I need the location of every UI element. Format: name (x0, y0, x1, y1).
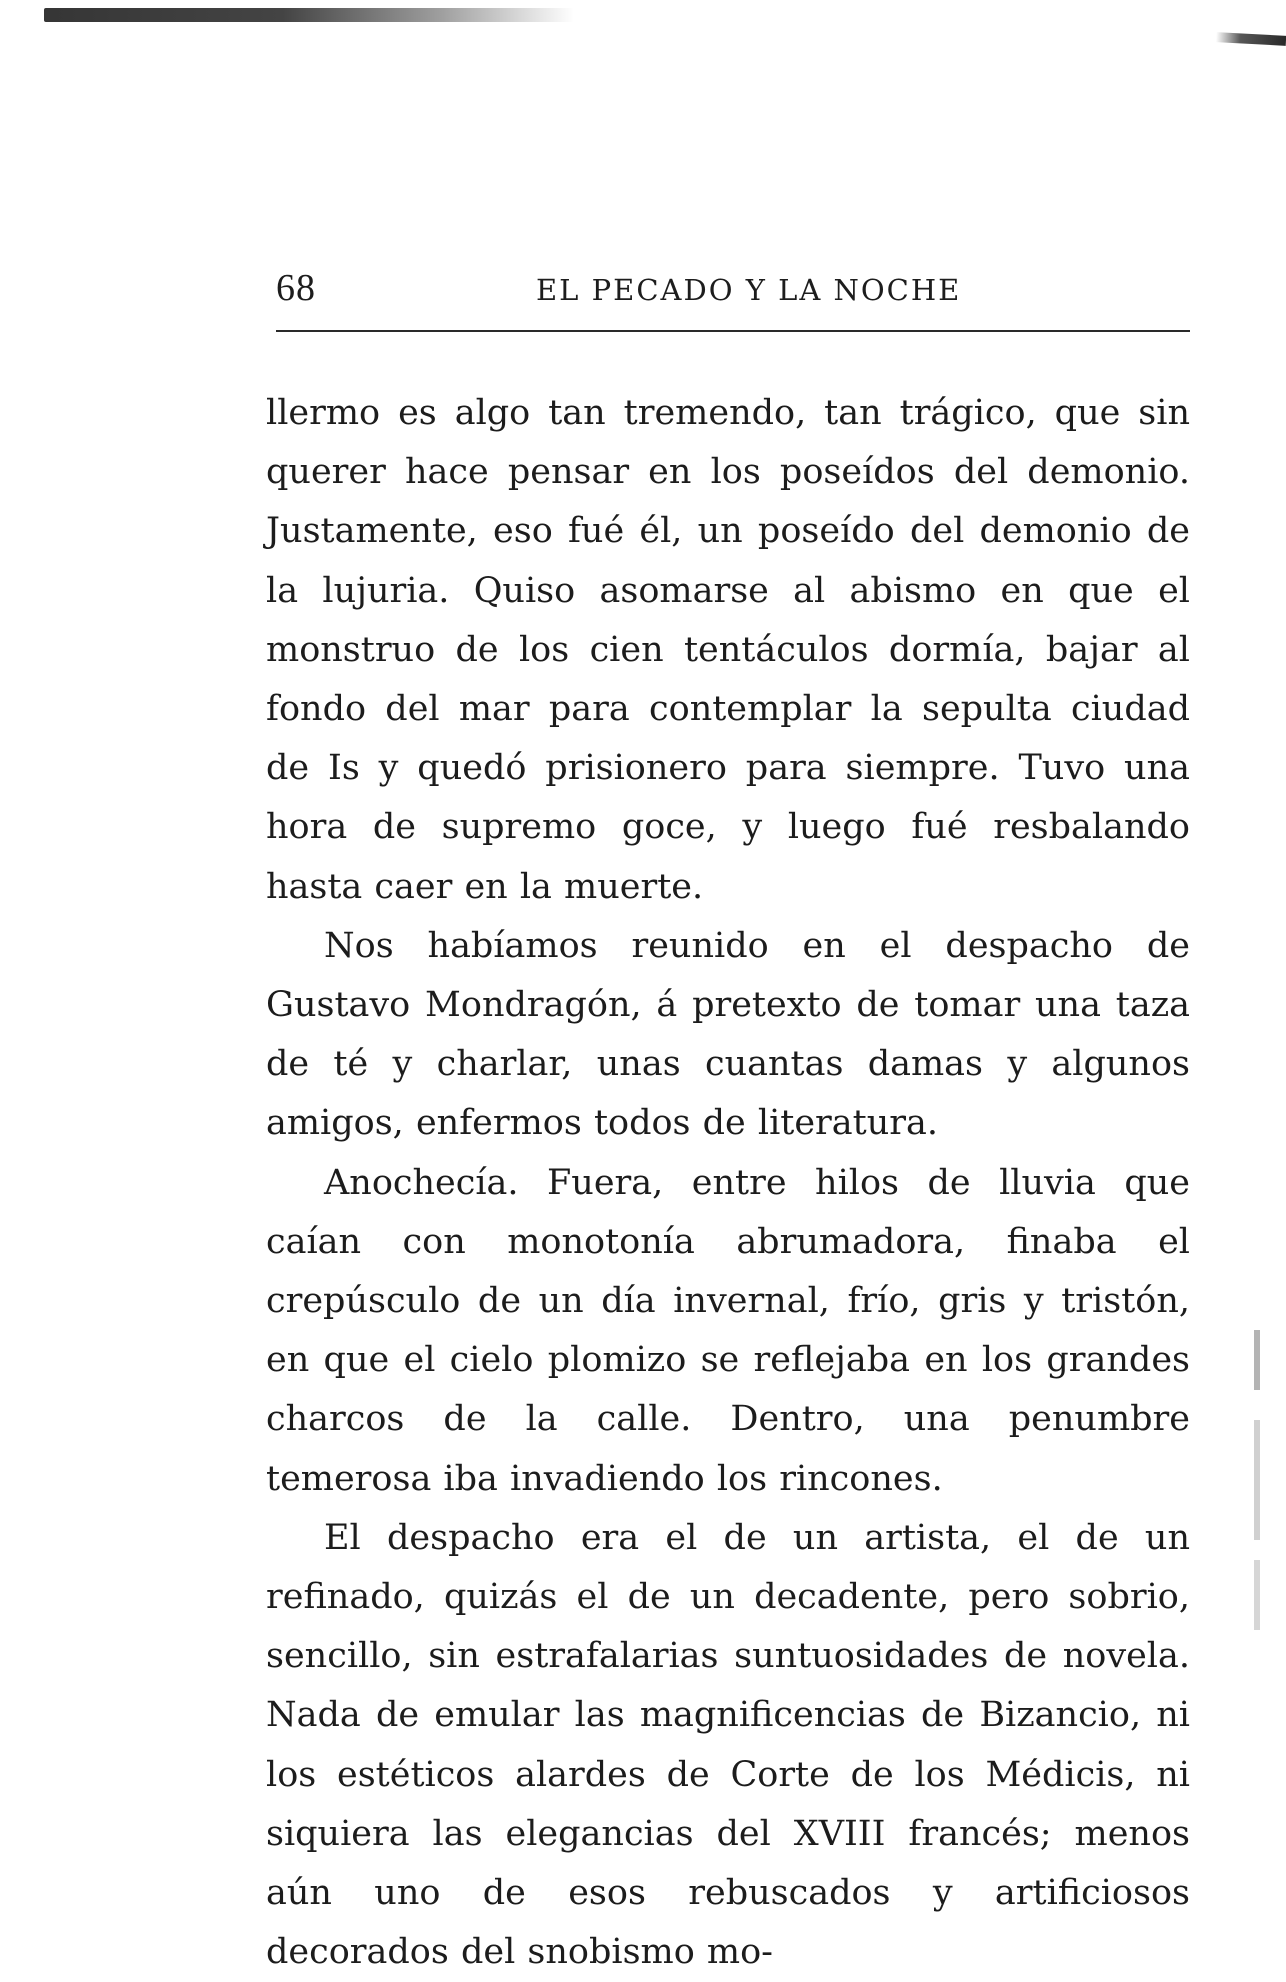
running-title: EL PECADO Y LA NOCHE (536, 273, 962, 307)
scan-margin-artifact (1254, 1330, 1260, 1390)
paragraph: Nos habíamos reunido en el despacho de Gustavo Mondragón, á pretexto de tomar una taza de té y charlar, unas cuantas damas y algunos amigos, enfermos todos de literatura. (266, 925, 1190, 1144)
paragraph: Anochecía. Fuera, entre hilos de lluvia que caían con monotonía abrumadora, finaba el crepúsculo de un día invernal, frío, gris y tristón, en que el cielo plomizo se reflejaba en los grandes charcos de la calle. Dentro, una penumbre temerosa iba invadiendo los rincones. (266, 1162, 1190, 1499)
body-text (266, 384, 1190, 1982)
scan-margin-artifact (1254, 1560, 1260, 1630)
paragraph: El despacho era el de un artista, el de un refinado, quizás el de un decadente, pero sobrio, sencillo, sin estrafalarias suntuosidades de novela. Nada de emular las magnificencias de Bizancio, ni los estéticos alardes de Corte de los Médicis, ni siquiera las elegancias del XVIII francés; menos aún uno de esos rebuscados y artificiosos decorados del snobismo mo- (266, 1517, 1190, 1973)
page-number: 68 (276, 267, 316, 309)
paragraph-continued: llermo es algo tan tremendo, tan trágico, que sin querer hace pensar en los poseídos del demonio. Justamente, eso fué él, un poseído del demonio de la lujuria. Quiso asomarse al abismo en que el monstruo de los cien tentáculos dormía, bajar al fondo del mar para contemplar la sepulta ciudad de Is y quedó prisionero para siempre. Tuvo una hora de supremo goce, y luego fué resbalando hasta caer en la muerte. (266, 393, 1190, 907)
scan-margin-artifact (1254, 1420, 1260, 1540)
scan-edge-shadow-right (1216, 32, 1286, 46)
header-rule (276, 330, 1190, 332)
scan-edge-shadow (44, 8, 574, 22)
running-head (276, 266, 1190, 318)
